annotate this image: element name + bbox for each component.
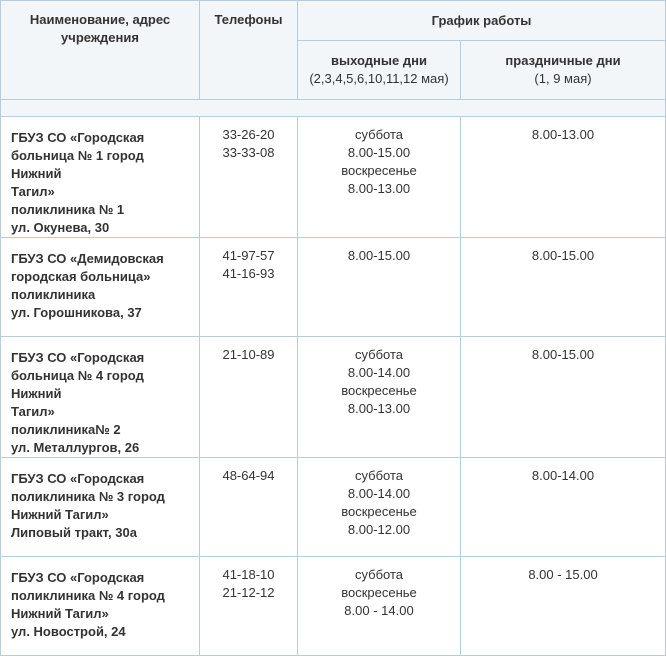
name-line: поликлиника № 4 город (11, 588, 165, 603)
table-row (1, 557, 666, 656)
phone-number: 21-12-12 (222, 585, 275, 600)
name-line: Тагил» (11, 404, 55, 419)
phone-number: 33-26-20 (222, 127, 275, 142)
phones-cell (200, 557, 298, 656)
schedule-line: 8.00-15.00 (531, 347, 595, 362)
name-line: больница № 4 город Нижний (11, 368, 144, 401)
institution-cell (1, 337, 200, 458)
holiday-cell (461, 337, 666, 458)
name-line: ГБУЗ СО «Городская (11, 350, 145, 365)
schedule-line: 8.00-14.00 (347, 486, 411, 501)
phones-cell (200, 458, 298, 557)
name-line: городская больница» (11, 269, 151, 284)
name-line: поликлиника № 3 город (11, 489, 165, 504)
header-weekend-note: (2,3,4,5,6,10,11,12 мая) (309, 71, 449, 87)
phone-number: 33-33-08 (222, 145, 275, 160)
name-line: Липовый тракт, 30а (11, 525, 137, 540)
holiday-cell (461, 117, 666, 238)
weekend-cell (298, 337, 461, 458)
schedule-line: 8.00-12.00 (347, 522, 411, 537)
institution-cell (1, 557, 200, 656)
spacer-row (1, 100, 666, 117)
phone-number: 21-10-89 (222, 347, 275, 362)
name-line: ул. Окунева, 30 (11, 220, 110, 235)
header-phones: Телефоны (200, 1, 298, 100)
header-holiday-note: (1, 9 мая) (534, 71, 592, 87)
name-line: Нижний Тагил» (11, 507, 109, 522)
holiday-cell (461, 557, 666, 656)
table-row (1, 337, 666, 458)
phone-number: 48-64-94 (222, 468, 275, 483)
name-line: поликлиника № 1 (11, 202, 125, 217)
phones-cell (200, 337, 298, 458)
phone-number: 41-97-57 (222, 248, 275, 263)
schedule-line: 8.00-15.00 (531, 248, 595, 263)
name-line: больница № 1 город Нижний (11, 148, 144, 181)
table-row (1, 117, 666, 238)
schedule-line: 8.00-13.00 (347, 181, 411, 196)
header-holiday (461, 41, 666, 100)
schedule-line: 8.00-14.00 (347, 365, 411, 380)
schedule-line: 8.00 - 14.00 (344, 603, 414, 618)
phone-number: 41-16-93 (222, 266, 275, 281)
schedule-line: воскресенье (341, 585, 417, 600)
weekend-cell (298, 117, 461, 238)
table-row (1, 458, 666, 557)
schedule-line: суббота (354, 567, 404, 582)
schedule-line: суббота (354, 127, 404, 142)
weekend-cell (298, 557, 461, 656)
name-line: ГБУЗ СО «Городская (11, 130, 145, 145)
holiday-cell (461, 238, 666, 337)
name-line: ул. Новострой, 24 (11, 624, 126, 639)
phones-cell (200, 117, 298, 238)
schedule-line: 8.00 - 15.00 (528, 567, 598, 582)
schedule-line: 8.00-15.00 (347, 145, 411, 160)
header-name: Наименование, адрес учреждения (1, 1, 200, 100)
phone-number: 41-18-10 (222, 567, 275, 582)
institution-cell (1, 117, 200, 238)
institution-cell (1, 238, 200, 337)
schedule-line: воскресенье (341, 383, 417, 398)
schedule-line: 8.00-15.00 (347, 248, 411, 263)
phones-cell (200, 238, 298, 337)
schedule-line: воскресенье (341, 504, 417, 519)
name-line: поликлиника (11, 287, 96, 302)
name-line: Тагил» (11, 184, 55, 199)
weekend-cell (298, 238, 461, 337)
table-row (1, 238, 666, 337)
name-line: ГБУЗ СО «Демидовская (11, 251, 164, 266)
schedule-line: 8.00-14.00 (531, 468, 595, 483)
name-line: ул. Металлургов, 26 (11, 440, 140, 455)
name-line: поликлиника№ 2 (11, 422, 121, 437)
schedule-line: 8.00-13.00 (531, 127, 595, 142)
schedule-line: суббота (354, 468, 404, 483)
header-holiday-title: праздничные дни (505, 53, 621, 69)
header-weekend (298, 41, 461, 100)
schedule-line: воскресенье (341, 163, 417, 178)
name-line: Нижний Тагил» (11, 606, 109, 621)
schedule-line: суббота (354, 347, 404, 362)
header-schedule: График работы (298, 1, 666, 41)
weekend-cell (298, 458, 461, 557)
header-weekend-title: выходные дни (331, 53, 427, 69)
schedule-line: 8.00-13.00 (347, 401, 411, 416)
institution-cell (1, 458, 200, 557)
name-line: ул. Горошникова, 37 (11, 305, 142, 320)
name-line: ГБУЗ СО «Городская (11, 570, 145, 585)
holiday-cell (461, 458, 666, 557)
name-line: ГБУЗ СО «Городская (11, 471, 145, 486)
